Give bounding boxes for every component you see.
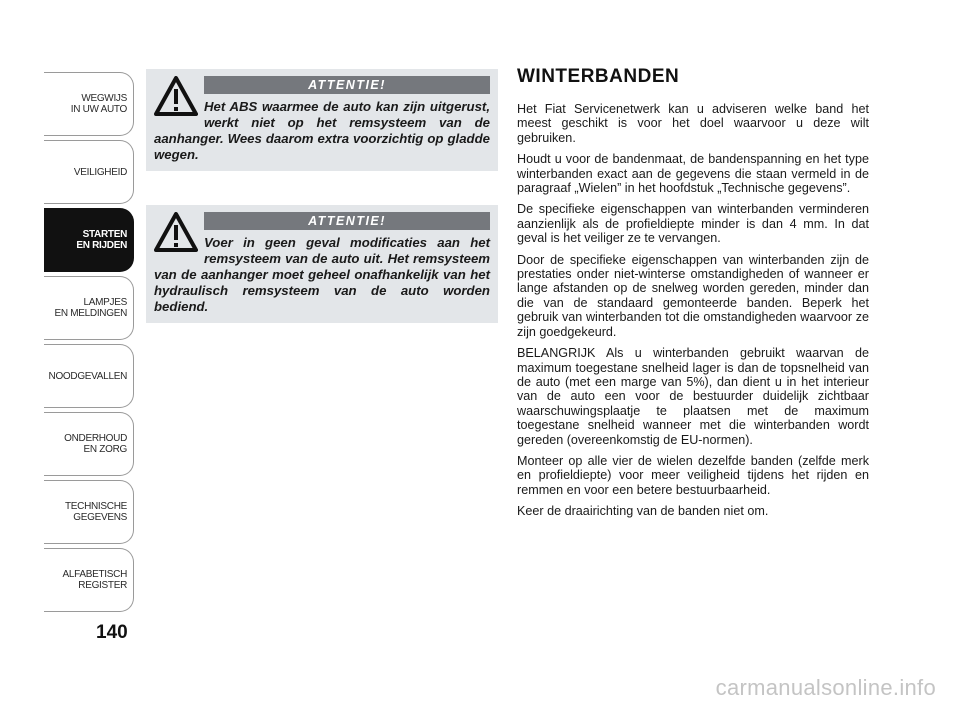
tab-label: NOODGEVALLEN (48, 370, 127, 382)
warning-box-remsysteem (146, 205, 498, 323)
warning-title: ATTENTIE! (204, 76, 490, 94)
tab-technische-gegevens[interactable] (44, 480, 134, 544)
paragraph: De specifieke eigenschappen van winterbanden verminderen aanzienlijk als de profieldiepte minder is dan 4 mm. In dat geval is het veiliger ze te vervangen. (517, 202, 869, 246)
section-title: WINTERBANDEN (517, 66, 680, 87)
paragraph: Het Fiat Servicenetwerk kan u adviseren welke band het meest geschikt is voor het doel waarvoor u deze wilt gebruiken. (517, 102, 869, 145)
tab-alfabetisch-register[interactable] (44, 548, 134, 612)
warning-box-abs (146, 69, 498, 171)
warning-title: ATTENTIE! (204, 212, 490, 230)
tab-label: LAMPJES EN MELDINGEN (54, 297, 127, 319)
paragraph: BELANGRIJK Als u winterbanden gebruikt waarvan de maximum toegestane snelheid lager is dan de topsnelheid van de auto (met een marge van 5%), dan dient u in het interieur van de auto een voor de bestuurder duidelijk zichtbaar waarschuwingsplaatje te plaatsen met de maximum toegestane snelheid wanneer met die winterbanden wordt gereden (overeenkomstig de EU-normen). (517, 346, 869, 447)
paragraph: Monteer op alle vier de wielen dezelfde banden (zelfde merk en profieldiepte) voor meer veiligheid tijdens het rijden en remmen en voor een betere bestuurbaarheid. (517, 453, 869, 497)
paragraph: Keer de draairichting van de banden niet om. (517, 504, 769, 519)
chapter-tabs (44, 72, 134, 616)
tab-noodgevallen[interactable] (44, 344, 134, 408)
warning-text: Voer in geen geval modificaties aan het remsysteem van de auto uit. Het remsysteem van de aanhanger moet geheel onafhankelijk van het hydraulisch remsysteem van de auto worden bediend. (154, 235, 490, 314)
warning-triangle-icon (154, 212, 198, 252)
tab-label: VEILIGHEID (73, 166, 127, 178)
tab-label: STARTEN EN RIJDEN (76, 229, 127, 251)
tab-label: ONDERHOUD EN ZORG (64, 433, 127, 455)
warning-triangle-icon (154, 76, 198, 116)
warning-text: Het ABS waarmee de auto kan zijn uitgerust, werkt niet op het remsysteem van de aanhanger. Wees daarom extra voorzichtig op gladde wegen. (154, 99, 490, 162)
tab-wegwijs[interactable] (44, 72, 134, 136)
watermark: carmanualsonline.info (715, 675, 936, 700)
paragraph: Houdt u voor de bandenmaat, de bandenspanning en het type winterbanden exact aan de gegevens die staan vermeld in de paragraaf „Wielen” in het hoofdstuk „Technische gegevens”. (517, 152, 869, 196)
tab-lampjes[interactable] (44, 276, 134, 340)
tab-label: ALFABETISCH REGISTER (62, 569, 127, 591)
tab-veiligheid[interactable] (44, 140, 134, 204)
tab-label: TECHNISCHE GEGEVENS (64, 501, 127, 523)
tab-starten-en-rijden[interactable] (44, 208, 134, 272)
tab-onderhoud[interactable] (44, 412, 134, 476)
paragraph: Door de specifieke eigenschappen van winterbanden zijn de prestaties onder niet-winterse omstandigheden of wanneer er lange afstanden op de snelweg worden gereden, minder dan die van de standaard gemonteerde banden. Beperk het gebruik van winterbanden tot die omstandigheden waarvoor ze zijn goedgekeurd. (517, 252, 869, 339)
page-number: 140 (96, 622, 128, 643)
winterbanden-section (517, 66, 869, 526)
tab-label: WEGWIJS IN UW AUTO (70, 93, 127, 115)
